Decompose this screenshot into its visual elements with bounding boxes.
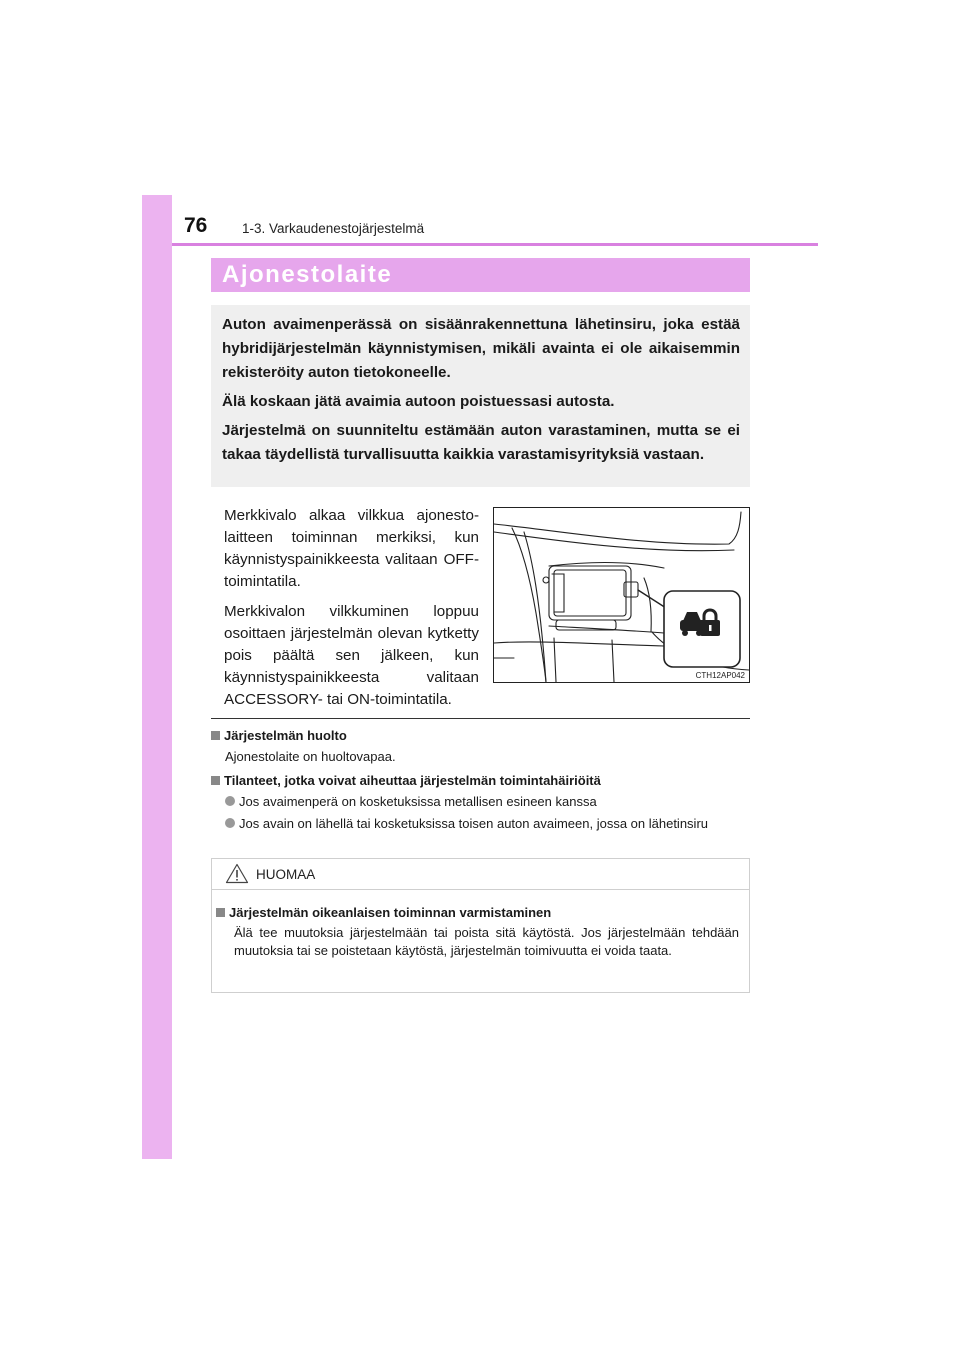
- list-item-text: Jos avain on lähellä tai kosketuksissa toisen auton avaimeen, jossa on lähetinsiru: [239, 816, 708, 831]
- caution-body: [212, 890, 749, 960]
- body-text: [224, 505, 479, 719]
- caution-box: [211, 858, 750, 993]
- round-bullet-icon: [225, 796, 235, 806]
- section-title: Ajonestolaite: [211, 258, 750, 292]
- intro-box: [211, 305, 750, 487]
- body-paragraph: Merkkivalon vilkkuminen loppuu osoittaen järjestelmän olevan kytketty pois päältä sen jälkeen, kun käynnistyspainikkeesta valitaan ACCESSORY- tai ON-toimintatila.: [224, 603, 479, 708]
- list-item: [225, 815, 750, 832]
- caution-text: Älä tee muutoksia järjestelmään tai poista sitä käytöstä. Jos järjestelmään tehdään muutoksia tai se poistetaan käytöstä, järjestelmän toimivuutta ei voida taata.: [234, 925, 739, 958]
- note-heading: [211, 727, 750, 745]
- note-heading: [211, 772, 750, 790]
- warning-triangle-icon: [225, 863, 249, 884]
- intro-paragraph: Auton avaimenperässä on sisäänrakennettuna lähetinsiru, joka estää hybridijärjestelmän käynnistymisen, mikäli avainta ei ole aikaisemmin rekisteröity auton tietokoneelle.: [222, 316, 740, 381]
- body-paragraph: Merkkivalo alkaa vilkkua ajonestolaitteen toiminnan merkiksi, kun käynnistyspainikkeesta valitaan OFF-toimintatila.: [224, 507, 479, 590]
- round-bullet-icon: [225, 818, 235, 828]
- running-head: 1-3. Varkaudenestojärjestelmä: [242, 221, 425, 236]
- square-bullet-icon: [216, 908, 225, 917]
- notes-section: [211, 727, 750, 837]
- note-heading-text: Järjestelmän huolto: [224, 728, 347, 743]
- dashboard-drawing: [494, 508, 749, 682]
- intro-paragraph: Älä koskaan jätä avaimia autoon poistuessasi autosta.: [222, 393, 615, 410]
- square-bullet-icon: [211, 776, 220, 785]
- chapter-sidebar-tab: [142, 195, 172, 1159]
- square-bullet-icon: [211, 731, 220, 740]
- caution-label: HUOMAA: [256, 867, 316, 882]
- figure-code: CTH12AP042: [695, 671, 745, 680]
- page-number: 76: [184, 214, 208, 237]
- header-rule: [172, 243, 818, 246]
- list-item-text: Jos avaimenperä on kosketuksissa metallisen esineen kanssa: [239, 794, 597, 809]
- note-heading-text: Tilanteet, jotka voivat aiheuttaa järjestelmän toimintahäiriöitä: [224, 773, 601, 788]
- dashboard-illustration: [493, 507, 750, 683]
- caution-header: [212, 859, 749, 890]
- caution-heading-text: Järjestelmän oikeanlaisen toiminnan varmistaminen: [229, 905, 552, 920]
- list-item: [225, 793, 750, 810]
- caution-heading: [216, 904, 739, 922]
- intro-paragraph: Järjestelmä on suunniteltu estämään auton varastaminen, mutta se ei takaa täydellistä turvallisuutta kaikkia varastamisyrityksiä vastaan.: [222, 422, 740, 463]
- notes-rule: [211, 718, 750, 719]
- note-text: Ajonestolaite on huoltovapaa.: [225, 749, 396, 764]
